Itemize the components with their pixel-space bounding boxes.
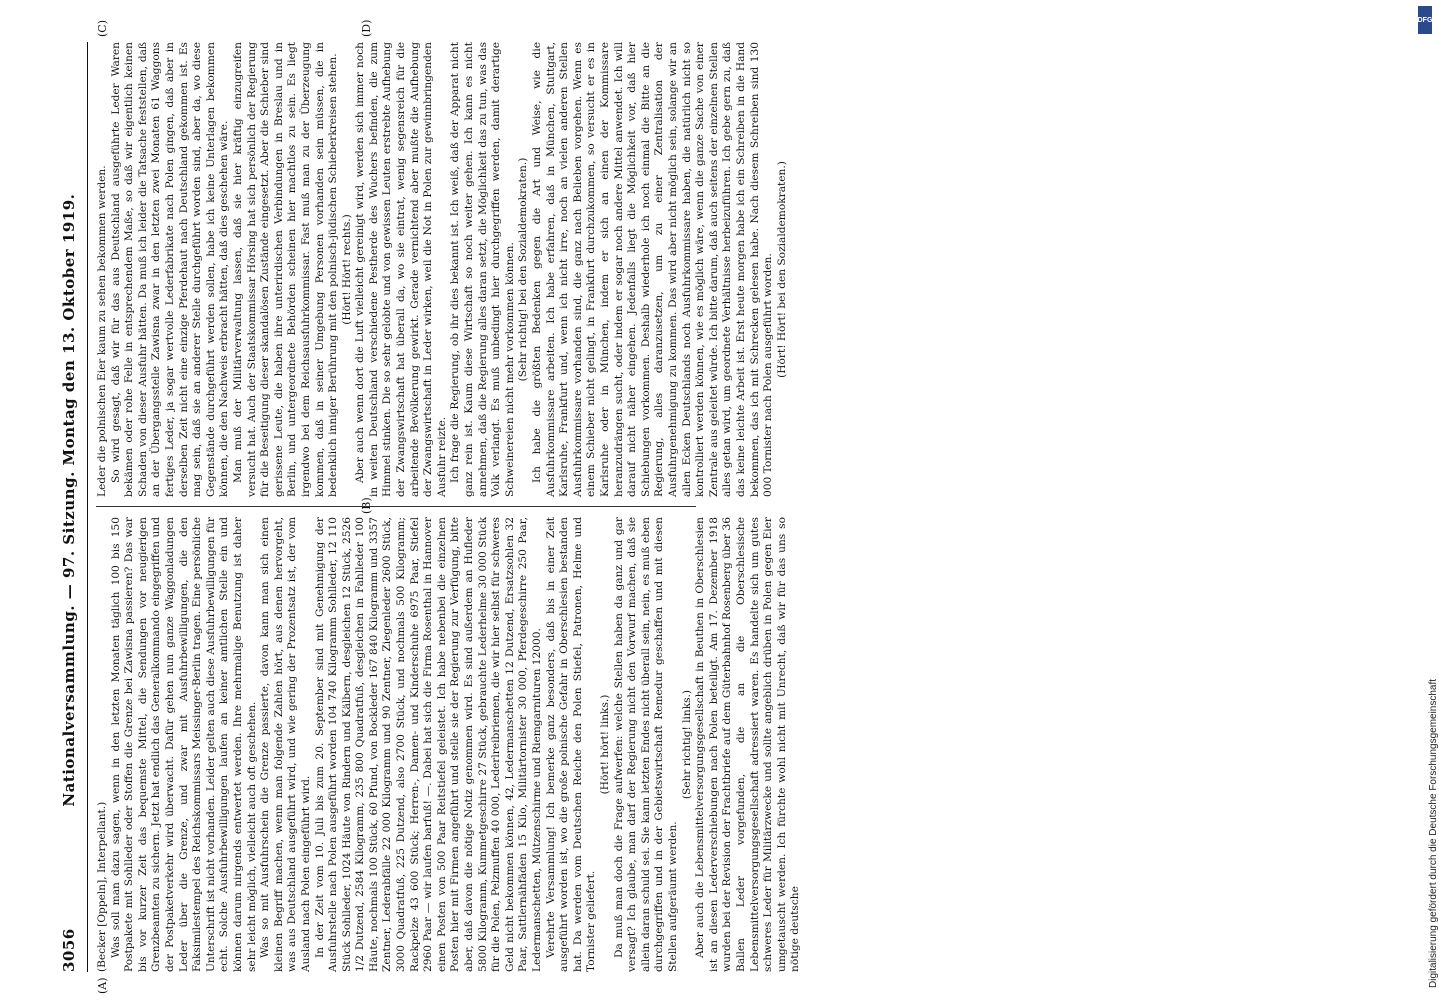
right-column: [96, 42, 788, 497]
watermark: [1412, 8, 1439, 998]
margin-marker-d: (D): [360, 19, 373, 37]
document-page: [60, 19, 1420, 994]
interjection: (Hört! Hört! bei den Sozialdemokraten.): [775, 161, 788, 378]
interjection: (Hört! Hört! rechts.): [340, 214, 353, 325]
paragraph: Leder die polnischen Eier kaum zu sehen bekommen werden.: [96, 165, 108, 497]
column-divider: [96, 506, 696, 507]
page-header: [60, 42, 86, 972]
paragraph: Ich habe die größten Bedenken gegen die Art und Weise, wie die Ausfuhrkommissare arbeiten. Ich habe erfahren, daß in München, Stuttgart, Karlsruhe, Frankfurt und, wenn ich nicht irre, noch an vielen anderen Stellen Ausfuhrkommissare vorhanden sind, die ganz nach Belieben vorgehen. Wenn es einem Schieber nicht gelingt, in Frankfurt durchzukommen, so versucht er es in Karlsruhe oder in München, indem er sich an einen der Kommissare heranzudrängen sucht, oder indem er sogar noch andere Mittel anwendet. Ich will darauf nicht näher eingehen. Jedenfalls liegt die Möglichkeit vor, daß hier Schiebungen vorkommen. Deshalb wiederhole ich noch einmal die Bitte an die Regierung, alles daranzusetzen, um zu einer Zentralisation der Ausfuhrgenehmigung zu kommen. Das wird aber nicht möglich sein, solange wir an allen Ecken Deutschlands noch Ausfuhrkommissare haben, die natürlich nicht so kontrolliert werden können, wie es möglich wäre, wenn die ganze Sache von einer Zentrale aus geleitet würde. Ich bitte darum, daß auch seitens der einzelnen Stellen alles getan wird, um geordnete Verhältnisse herbeizuführen. Ich gebe gern zu, daß das keine leichte Arbeit ist. Erst heute morgen habe ich ein Schreiben in die Hand bekommen, das ich mit Schrecken gelesen habe. Nach diesem Schreiben sind 130 000 Tornister nach Polen ausgeführt worden.: [531, 42, 775, 497]
paragraph: In der Zeit vom 10. Juli bis zum 20. September sind mit Genehmigung der Ausfuhrstelle nach Polen ausgeführt worden 104 740 Kilogramm Sohlleder, 12 110 Stück Sohlleder, 1024 Häute von Rindern und Kälbern, desgleichen 12 Stück, 2526 1/2 Dutzend, 2584 Kilogramm, 235 800 Quadratfuß, desgleichen in Fahlleder 100 Häute, nochmals 100 Stück, 60 Pfund, von Bockleder 167 840 Kilogramm und 3357 Zentner, Lederabfälle 22 000 Kilogramm und 90 Zentner, Ziegenleder 2600 Stück, 3000 Quadratfuß, 225 Dutzend, also 2700 Stück, und nochmals 500 Kilogramm; Rackpelze 43 600 Stück; Herren-, Damen- und Kinderschuhe 6975 Paar, Stiefel 2960 Paar — wir laufen barfuß! —. Dabei hat sich die Firma Rosenthal in Hannover einen Posten von 500 Paar Reitstiefel geleistet. Ich habe nebenbei die einzelnen Posten hier mit Firmen angeführt und stelle sie der Regierung zur Verfügung, bitte aber, daß davon die nötige Notiz genommen wird. Es sind außerdem an Hufleder 5800 Kilogramm, Kummetgeschirre 27 Stück, gebrauchte Lederhelme 30 000 Stück für die Polen, Pelzmuffen 40 000, Lederlreibriemen, die wir hier selbst für schweres Geld nicht bekommen können, 42, Ledermanschetten 12 Dutzend, Ersatzsohlen 32 Paar, Sattlernähfäden 15 Kilo, Militärtornister 30 000, Pferdegeschirre 250 Paar, Ledermanschetten, Mützenschirme und Riemgarnituren 12000.: [313, 517, 543, 972]
interjection: (Sehr richtig! bei den Sozialdemokraten.): [517, 157, 530, 382]
page-title: Nationalversammlung. — 97. Sitzung. Montag den 13. Oktober 1919.: [60, 193, 78, 807]
dfg-logo: DFG: [1418, 6, 1432, 34]
margin-marker-b: (B): [360, 497, 373, 514]
paragraph: Aber auch die Lebensmittelversorgungsgesellschaft in Beuthen in Oberschlesien ist an diesen Lederverschiebungen nach Polen beteiligt. Am 17. Dezember 1918 wurden bei der Revision der Frachtbriefe auf dem Güterbahnhof Rosenberg über 36 Ballen Leder vorgefunden, die an die Oberschlesische Lebensmittelversorgungsgesellschaft adressiert waren. Es handelte sich um gutes schweres Leder für Militärzwecke und sollte angeblich drüben in Polen gegen Eier umgetauscht werden. Ich fürchte wohl nicht mit Unrecht, daß wir für das uns so nötige deutsche: [694, 517, 802, 972]
margin-marker-c: (C): [96, 20, 109, 37]
paragraph: Da muß man doch die Frage aufwerfen: welche Stellen haben da ganz und gar versagt? Ich glaube, man darf der Regierung nicht den Vorwurf machen, daß sie allein daran schuld sei. Sie kann letzten Endes nicht überall sein, nein, es muß eben durchgegriffen und in der Gebietswirtschaft Remedur geschaffen und mit diesen Stellen aufgeräumt werden.: [612, 517, 679, 972]
paragraph: Verehrte Versammlung! Ich bemerke ganz besonders, daß bis in einer Zeit ausgeführt worden ist, wo die große polnische Gefahr in Oberschlesien bestanden hat. Da werden vom Deutschen Reiche den Polen Stiefel, Patronen, Helme und Tornister geliefert.: [544, 517, 598, 972]
header-rule: [87, 42, 88, 972]
paragraph: Was so mit Ausfuhrschein die Grenze passierte, davon kann man sich einen kleinen Begriff machen, wenn man folgende Zahlen hört, aus denen hervorgeht, was aus Deutschland ausgeführt wird, und wie gering der Prozentsatz ist, der vom Ausland nach Polen eingeführt wird.: [259, 517, 312, 972]
page-number: 3056: [60, 928, 78, 972]
speaker-line: (Becker [Oppeln], Interpellant.): [96, 801, 108, 972]
paragraph: Ich frage die Regierung, ob ihr dies bekannt ist. Ich weiß, daß der Apparat nicht ganz rein ist. Kaum diese Wirtschaft so noch weiter gehen. Ich kann es nicht annehmen, daß die Regierung alles daran setzt, die Möglichkeit das zu tun, was das Volk verlangt. Es muß unbedingt hier durchgegriffen werden, damit derartige Schweinereien nicht mehr vorkommen können.: [449, 42, 516, 497]
interjection: (Sehr richtig! links.): [680, 689, 693, 800]
interjection: (Hört! hört! links.): [598, 694, 611, 795]
left-column: [96, 517, 802, 972]
paragraph: Aber auch wenn dort die Luft vielleicht gereinigt wird, werden sich immer noch in weiten Deutschland verschiedene Pestherde des Wuchers befinden, die zum Himmel stinken. Die so sehr gelobte und von gewissen Leuten erstrebte Aufhebung der Zwangswirtschaft hat überall da, wo sie eintrat, wenig segensreich für die arbeitende Bevölkerung gewirkt. Gerade vernichtend aber mußte die Aufhebung der Zwangswirtschaft in Leder wirken, weil die Not in Polen zur gewinnbringenden Ausfuhr reizte.: [354, 42, 448, 497]
paragraph: So wird gesagt, daß wir für das aus Deutschland ausgeführte Leder Waren bekämen oder rohe Felle in entsprechendem Maße, so daß wir eigentlich keinen Schaden von dieser Ausfuhr hätten. Da muß ich leider die Tatsache feststellen, daß an der Übergangsstelle Zawisna zwar in den letzten zwei Monaten 61 Waggons fertiges Leder, ja sogar wertvolle Lederfabrikate nach Polen gingen, daß aber in derselben Zeit nicht eine einzige Pferdehaut nach Deutschland gekommen ist. Es mag sein, daß sie an anderer Stelle durchgeführt worden sind, aber da, wo diese Gegenstände durchgeführt werden sollen, habe ich keine Unterlagen bekommen können, die den Nachweis erbracht hätten, daß dies geschehen wäre.: [109, 42, 231, 497]
margin-marker-a: (A): [96, 977, 109, 994]
paragraph: Man muß der Militärverwaltung lassen, daß sie hier kräftig einzugreifen versucht hat. Auch der Staatskommissar Hörsing hat sich persönlich der Regierung für die Beseitigung dieser skandalösen Zustände eingesetzt. Aber die Schieber sind gerissene Leute, die haben ihre unterirdischen Verbindungen in Breslau und in Berlin, und untergeordnete Behörden scheinen hier machtlos zu sein. Es liegt irgendwo bei dem Reichsausfuhrkommissar. Fast muß man zu der Überzeugung kommen, daß in seiner Umgebung Personen vorhanden sein müssen, die in bedenklich inniger Berührung mit den polnisch-jüdischen Schieberkreisen stehen.: [231, 42, 340, 497]
paragraph: Was soll man dazu sagen, wenn in den letzten Monaten täglich 100 bis 150 Postpakete mit Sohlleder oder Stoffen die Grenze bei Zawisna passieren? Das war bis vor kurzer Zeit das bequemste Mittel, die Sendungen vor neugierigen Grenzbeamten zu sichern. Jetzt hat endlich das Generalkommando eingegriffen und der Postpaketverkehr wird überwacht. Dafür gehen nun ganze Waggonladungen Leder über die Grenze, und zwar mit Ausfuhrbewilligungen, die den Faksimilestempel des Reichskommissars Meissinger-Berlin tragen. Eine persönliche Unterschrift ist nicht vorhanden. Leider gelten auch diese Ausfuhrbewilligungen für echt. Solche Ausfuhrbewilligungen laufen an keiner amtlichen Stelle ein und können darum nirgends entwertet werden. Ihre mehrmalige Benutzung ist daher sehr leicht möglich, vielleicht auch oft geschehen.: [109, 517, 258, 972]
watermark-text: Digitalisierung gefördert durch die Deutsche Forschungsgemeinschaft: [1428, 678, 1439, 988]
